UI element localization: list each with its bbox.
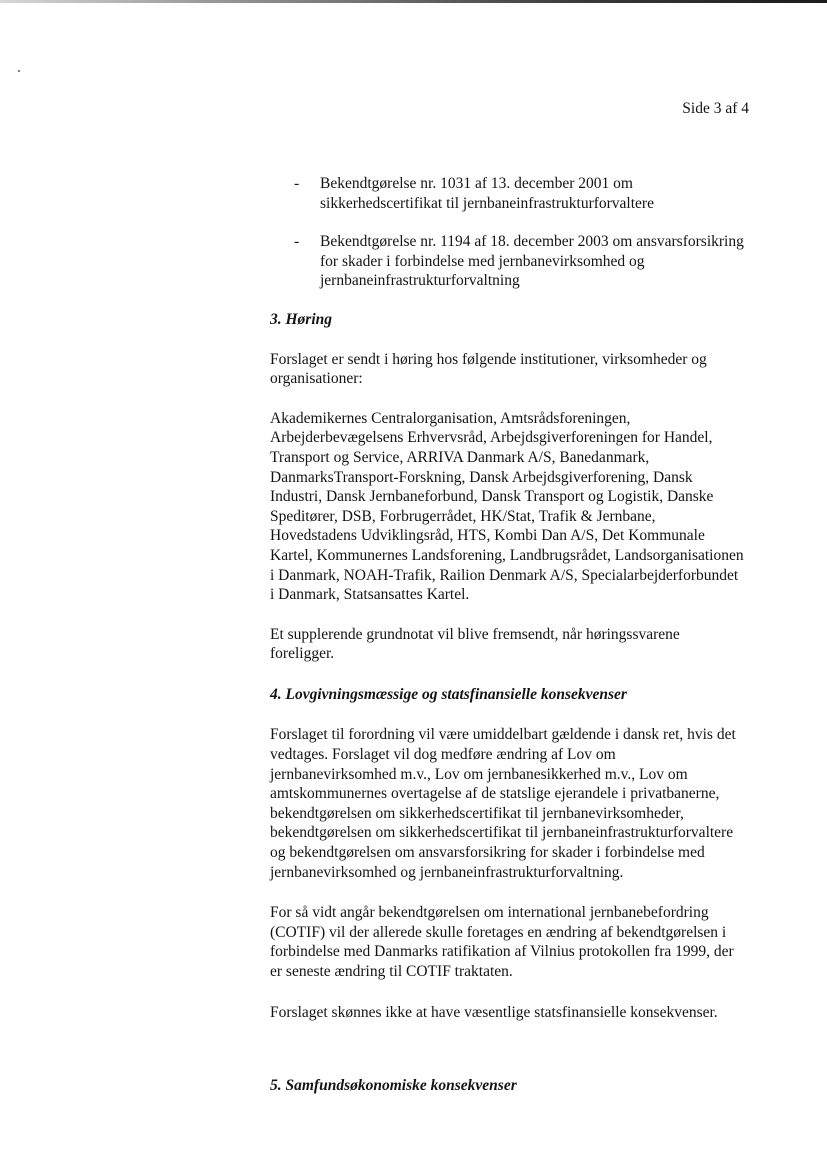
paragraph: Forslaget til forordning vil være umiddelbart gældende i dansk ret, hvis det vedtages. Forslaget vil dog medføre ændring af Lov om jernbanevirksomhed m.v., Lov om jernbanesikkerhed m.v., Lov om amtskommunernes overtagelse af de statslige ejerandele i privatbanerne, bekendtgørelsen om sikkerhedscertifikat til jernbanevirksomheder, bekendtgørelsen om sikkerhedscertifikat til jernbaneinfrastrukturforvaltere og bekendtgørelsen om ansvarsforsikring for skader i forbindelse med jernbanevirksomhed og jernbaneinfrastrukturforvaltning. (270, 726, 736, 881)
list-item-text: Bekendtgørelse nr. 1194 af 18. december 2003 om ansvarsforsikring for skader i forbindelse med jernbanevirksomhed og jernbaneinfrastrukturforvaltning (320, 233, 744, 290)
bullet-marker: - (294, 175, 300, 192)
paragraph: Et supplerende grundnotat vil blive fremsendt, når høringssvarene foreligger. (270, 625, 680, 663)
page-number: Side 3 af 4 (682, 100, 749, 117)
section-heading-samfund: 5. Samfundsøkonomiske konsekvenser (270, 1077, 517, 1095)
paragraph: Akademikernes Centralorganisation, Amtsrådsforeningen, Arbejderbevægelsens Erhvervsråd, Arbejdsgiverforeningen for Handel, Transport og Service, ARRIVA Danmark A/S, Banedanmark, DanmarksTransport-Forskning, Dansk Arbejdsgiverforening, Dansk Industri, Dansk Jernbaneforbund, Dansk Transport og Logistik, Danske Speditører, DSB, Forbrugerrådet, HK/Stat, Trafik & Jernbane, Hovedstadens Udviklingsråd, HTS, Kombi Dan A/S, Det Kommunale Kartel, Kommunernes Landsforening, Landbrugsrådet, Landsorganisationen i Danmark, NOAH-Trafik, Railion Denmark A/S, Specialarbejderforbundet i Danmark, Statsansattes Kartel. (270, 409, 744, 604)
scan-speck (18, 70, 20, 72)
list-item-text: Bekendtgørelse nr. 1031 af 13. december 2001 om sikkerhedscertifikat til jernbaneinfrastrukturforvaltere (320, 175, 654, 212)
paragraph: Forslaget skønnes ikke at have væsentlige statsfinansielle konsekvenser. (270, 1003, 718, 1021)
paragraph: Forslaget er sendt i høring hos følgende institutioner, virksomheder og organisationer: (270, 350, 707, 388)
list-item (270, 174, 746, 213)
scan-top-edge (0, 0, 827, 3)
section-heading-lovgivning: 4. Lovgivningsmæssige og statsfinansielle konsekvenser (270, 685, 627, 703)
section-heading-horing: 3. Høring (270, 310, 333, 328)
paragraph: For så vidt angår bekendtgørelsen om international jernbanebefordring (COTIF) vil der allerede skulle foretages en ændring af bekendtgørelsen i forbindelse med Danmarks ratifikation af Vilnius protokollen fra 1999, der er seneste ændring til COTIF traktaten. (270, 904, 734, 980)
document-body (270, 174, 746, 1096)
list-item (270, 232, 746, 291)
bullet-marker: - (294, 233, 300, 251)
